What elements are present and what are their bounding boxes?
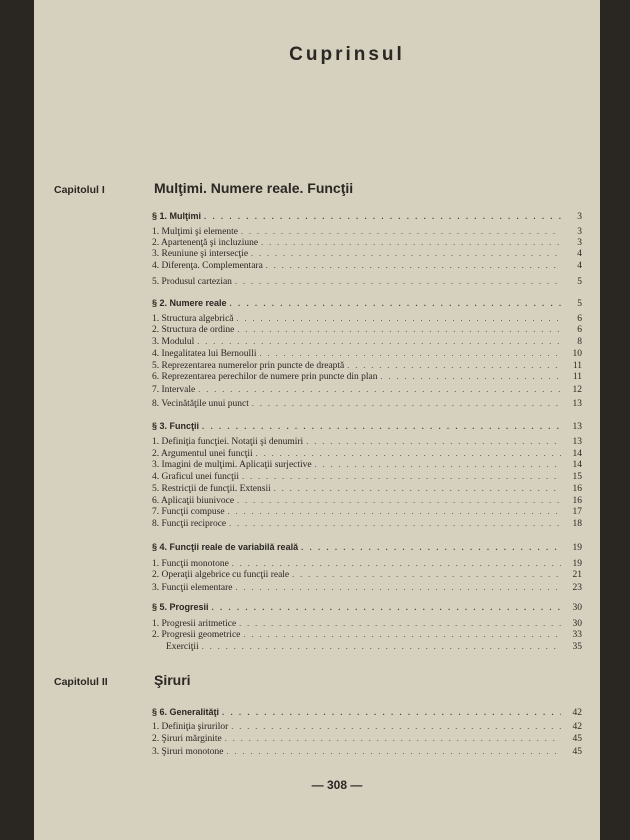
entry-page-number: 6 (577, 325, 582, 335)
entry-page-number: 35 (572, 642, 582, 652)
entry-label: Exerciţii (166, 642, 199, 652)
section-entry (152, 707, 582, 718)
dot-leader (301, 543, 561, 552)
entry-label: 5. Produsul cartezian (152, 277, 232, 287)
dot-leader (239, 619, 561, 628)
entry-page-number: 13 (572, 399, 582, 409)
dot-leader (347, 361, 561, 370)
dot-leader (274, 484, 561, 493)
entry-page-number: 12 (572, 385, 582, 395)
entry-label: 3. Şiruri monotone (152, 747, 224, 757)
book-page (34, 0, 600, 840)
toc-entry (152, 747, 582, 757)
entry-label: 7. Funcţii compuse (152, 507, 225, 517)
entry-page-number: 14 (572, 460, 582, 470)
entry-label: 1. Progresii aritmetice (152, 619, 237, 629)
entry-label: 2. Structura de ordine (152, 325, 235, 335)
dot-leader (197, 337, 561, 346)
entry-label: § 4. Funcţii reale de variabilă reală (152, 542, 299, 552)
dot-leader (306, 437, 561, 446)
toc-entry (152, 484, 582, 494)
toc-entry (152, 325, 582, 335)
chapter-1-title: Mulţimi. Numere reale. Funcţii (154, 180, 354, 196)
dot-leader (222, 708, 561, 717)
entry-page-number: 5 (577, 299, 582, 309)
toc-entry (152, 734, 582, 744)
entry-label: 8. Funcţii reciproce (152, 519, 227, 529)
entry-page-number: 21 (572, 570, 582, 580)
entry-label: 4. Diferenţa. Complementara (152, 261, 263, 271)
dot-leader (202, 422, 561, 431)
entry-page-number: 45 (572, 734, 582, 744)
toc-entry (152, 570, 582, 580)
toc-entry (152, 337, 582, 347)
dot-leader (227, 747, 561, 756)
entry-page-number: 11 (572, 361, 582, 371)
dot-leader (381, 372, 561, 381)
toc-entry (152, 519, 582, 529)
dot-leader (266, 261, 561, 270)
dot-leader (232, 559, 561, 568)
toc-entry (152, 349, 582, 359)
entry-page-number: 17 (572, 507, 582, 517)
dot-leader (237, 325, 561, 334)
entry-label: § 6. Generalităţi (152, 707, 220, 717)
entry-label: § 2. Numere reale (152, 298, 227, 308)
entry-label: 1. Definiţia şirurilor (152, 722, 229, 732)
entry-label: 1. Definiţia funcţiei. Notaţii şi denumiri (152, 437, 304, 447)
entry-page-number: 14 (572, 449, 582, 459)
entry-label: 5. Restricţii de funcţii. Extensii (152, 484, 271, 494)
entry-label: 2. Argumentul unei funcţii (152, 449, 253, 459)
dot-leader (292, 570, 561, 579)
entry-label: 5. Reprezentarea numerelor prin puncte de dreaptă (152, 361, 345, 371)
toc-entry (152, 460, 582, 470)
entry-label: 7. Intervale (152, 385, 196, 395)
entry-label: § 1. Mulţimi (152, 211, 202, 221)
toc-entry (152, 227, 582, 237)
page-title: Cuprinsul (289, 44, 405, 65)
dot-leader (235, 583, 561, 592)
dot-leader (242, 472, 561, 481)
entry-label: 3. Funcţii elementare (152, 583, 233, 593)
chapter-2-label: Capitolul II (54, 676, 108, 688)
toc-entry (166, 642, 582, 652)
toc-entry (152, 583, 582, 593)
entry-label: 4. Graficul unei funcţii (152, 472, 240, 482)
entry-label: 1. Structura algebrică (152, 314, 234, 324)
page-number-footer: — 308 — (311, 778, 363, 792)
entry-label: 6. Aplicaţii biunivoce (152, 496, 235, 506)
entry-page-number: 16 (572, 496, 582, 506)
entry-page-number: 4 (577, 261, 582, 271)
entry-page-number: 30 (572, 619, 582, 629)
chapter-2-title: Şiruri (154, 672, 191, 688)
entry-page-number: 33 (572, 630, 582, 640)
entry-label: 3. Modulul (152, 337, 195, 347)
toc-entry (152, 437, 582, 447)
dot-leader (251, 249, 561, 258)
entry-label: 3. Reuniune şi intersecţie (152, 249, 249, 259)
entry-page-number: 18 (572, 519, 582, 529)
dot-leader (235, 277, 561, 286)
toc-entry (152, 361, 582, 371)
entry-page-number: 42 (572, 708, 582, 718)
section-entry (152, 602, 582, 613)
entry-page-number: 45 (572, 747, 582, 757)
toc-entry (152, 372, 582, 382)
toc-entry (152, 472, 582, 482)
dot-leader (228, 507, 561, 516)
dot-leader (229, 519, 561, 528)
entry-page-number: 3 (577, 212, 582, 222)
entry-label: 2. Şiruri mărginite (152, 734, 222, 744)
section-entry (152, 211, 582, 222)
entry-label: 3. Imagini de mulţimi. Aplicaţii surjective (152, 460, 312, 470)
entry-page-number: 10 (572, 349, 582, 359)
entry-page-number: 11 (572, 372, 582, 382)
dot-leader (243, 630, 561, 639)
dot-leader (256, 449, 561, 458)
entry-page-number: 19 (572, 559, 582, 569)
entry-page-number: 30 (572, 603, 582, 613)
entry-page-number: 4 (577, 249, 582, 259)
dot-leader (212, 603, 561, 612)
dot-leader (241, 227, 561, 236)
toc-entry (152, 507, 582, 517)
entry-page-number: 16 (572, 484, 582, 494)
entry-label: 2. Progresii geometrice (152, 630, 241, 640)
entry-page-number: 3 (577, 227, 582, 237)
toc-entry (152, 238, 582, 248)
dot-leader (237, 314, 561, 323)
toc-entry (152, 261, 582, 271)
entry-label: 2. Apartenenţă şi incluziune (152, 238, 259, 248)
section-entry (152, 421, 582, 432)
entry-page-number: 6 (577, 314, 582, 324)
toc-entry (152, 496, 582, 506)
toc-entry (152, 722, 582, 732)
dot-leader (231, 722, 561, 731)
dot-leader (202, 642, 561, 651)
entry-page-number: 23 (572, 583, 582, 593)
entry-page-number: 13 (572, 422, 582, 432)
entry-page-number: 13 (572, 437, 582, 447)
entry-label: 2. Operaţii algebrice cu funcţii reale (152, 570, 290, 580)
entry-page-number: 5 (577, 277, 582, 287)
toc-entry (152, 399, 582, 409)
entry-label: 1. Mulţimi şi elemente (152, 227, 239, 237)
entry-page-number: 19 (572, 543, 582, 553)
toc-entry (152, 314, 582, 324)
dot-leader (225, 734, 561, 743)
dot-leader (230, 299, 561, 308)
entry-label: 8. Vecinătăţile unui punct (152, 399, 249, 409)
toc-entry (152, 385, 582, 395)
dot-leader (237, 496, 561, 505)
toc-entry (152, 559, 582, 569)
entry-page-number: 42 (572, 722, 582, 732)
toc-entry (152, 249, 582, 259)
entry-label: 4. Inegalitatea lui Bernoulli (152, 349, 257, 359)
entry-label: 6. Reprezentarea perechilor de numere prin puncte din plan (152, 372, 378, 382)
section-entry (152, 542, 582, 553)
toc-entry (152, 630, 582, 640)
toc-entry (152, 449, 582, 459)
toc-entry (152, 277, 582, 287)
entry-page-number: 8 (577, 337, 582, 347)
entry-page-number: 15 (572, 472, 582, 482)
dot-leader (261, 238, 561, 247)
chapter-1-label: Capitolul I (54, 184, 105, 196)
dot-leader (198, 385, 561, 394)
entry-label: § 5. Progresii (152, 602, 209, 612)
section-entry (152, 298, 582, 309)
entry-label: 1. Funcţii monotone (152, 559, 229, 569)
dot-leader (204, 212, 561, 221)
dot-leader (259, 349, 561, 358)
dot-leader (252, 399, 561, 408)
dot-leader (315, 460, 561, 469)
entry-page-number: 3 (577, 238, 582, 248)
toc-entry (152, 619, 582, 629)
entry-label: § 3. Funcţii (152, 421, 200, 431)
